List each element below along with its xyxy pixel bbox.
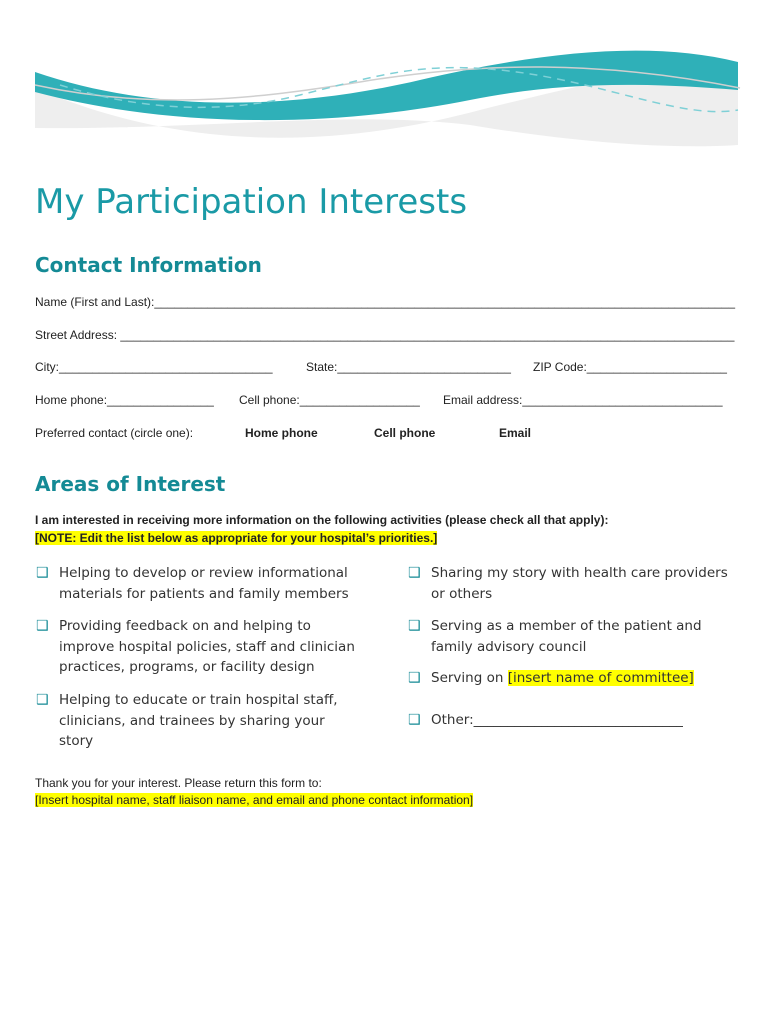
preferred-option-home-phone: Home phone (245, 426, 318, 440)
interest-item-sharing-story[interactable]: ❑ Sharing my story with health care providers or others (408, 563, 728, 604)
interests-intro: I am interested in receiving more information on the following activities (please check all that apply): (35, 513, 609, 527)
interest-item-develop-materials[interactable]: ❑ Helping to develop or review informational materials for patients and family members (36, 563, 349, 604)
zip-field: ZIP Code:_____________________ (533, 360, 727, 374)
interest-item-providing-feedback[interactable]: ❑ Providing feedback on and helping to improve hospital policies, staff and clinician practices, programs, or facility design (36, 616, 355, 678)
preferred-option-email: Email (499, 426, 532, 440)
preferred-option-cell-phone: Cell phone (374, 426, 436, 440)
return-to-placeholder: [Insert hospital name, staff liaison name, and email and phone contact information] (35, 793, 474, 807)
street-address-field: Street Address: ____________________________________________________________________________________________ (35, 328, 735, 342)
contact-heading: Contact Information (35, 253, 262, 277)
checkbox-icon[interactable]: ❑ (36, 565, 49, 581)
wave-banner (0, 0, 770, 160)
checkbox-icon[interactable]: ❑ (408, 565, 421, 581)
interest-item-serving-on-committee[interactable]: ❑ Serving on [insert name of committee] (408, 668, 694, 689)
checkbox-icon[interactable]: ❑ (408, 670, 421, 686)
checkbox-icon[interactable]: ❑ (408, 712, 421, 728)
interest-item-educate-staff[interactable]: ❑ Helping to educate or train hospital staff, clinicians, and trainees by sharing your story (36, 690, 338, 752)
thank-you-text: Thank you for your interest. Please return this form to: (35, 776, 322, 790)
home-phone-field: Home phone:________________ (35, 393, 214, 407)
interests-note: [NOTE: Edit the list below as appropriate for your hospital’s priorities.] (35, 531, 438, 545)
page-title: My Participation Interests (35, 182, 468, 222)
committee-placeholder: [insert name of committee] (507, 670, 694, 686)
preferred-contact-label: Preferred contact (circle one): (35, 426, 194, 440)
cell-phone-field: Cell phone:__________________ (239, 393, 420, 407)
state-field: State:__________________________ (306, 360, 511, 374)
name-field: Name (First and Last):_______________________________________________________________________________________ (35, 295, 735, 309)
interest-item-advisory-council[interactable]: ❑ Serving as a member of the patient and family advisory council (408, 616, 702, 657)
email-field: Email address:______________________________ (443, 393, 723, 407)
interests-heading: Areas of Interest (35, 472, 226, 496)
city-field: City:________________________________ (35, 360, 273, 374)
interest-item-other[interactable]: ❑ Other:_______________________________ (408, 710, 683, 731)
checkbox-icon[interactable]: ❑ (408, 618, 421, 634)
checkbox-icon[interactable]: ❑ (36, 618, 49, 634)
checkbox-icon[interactable]: ❑ (36, 692, 49, 708)
